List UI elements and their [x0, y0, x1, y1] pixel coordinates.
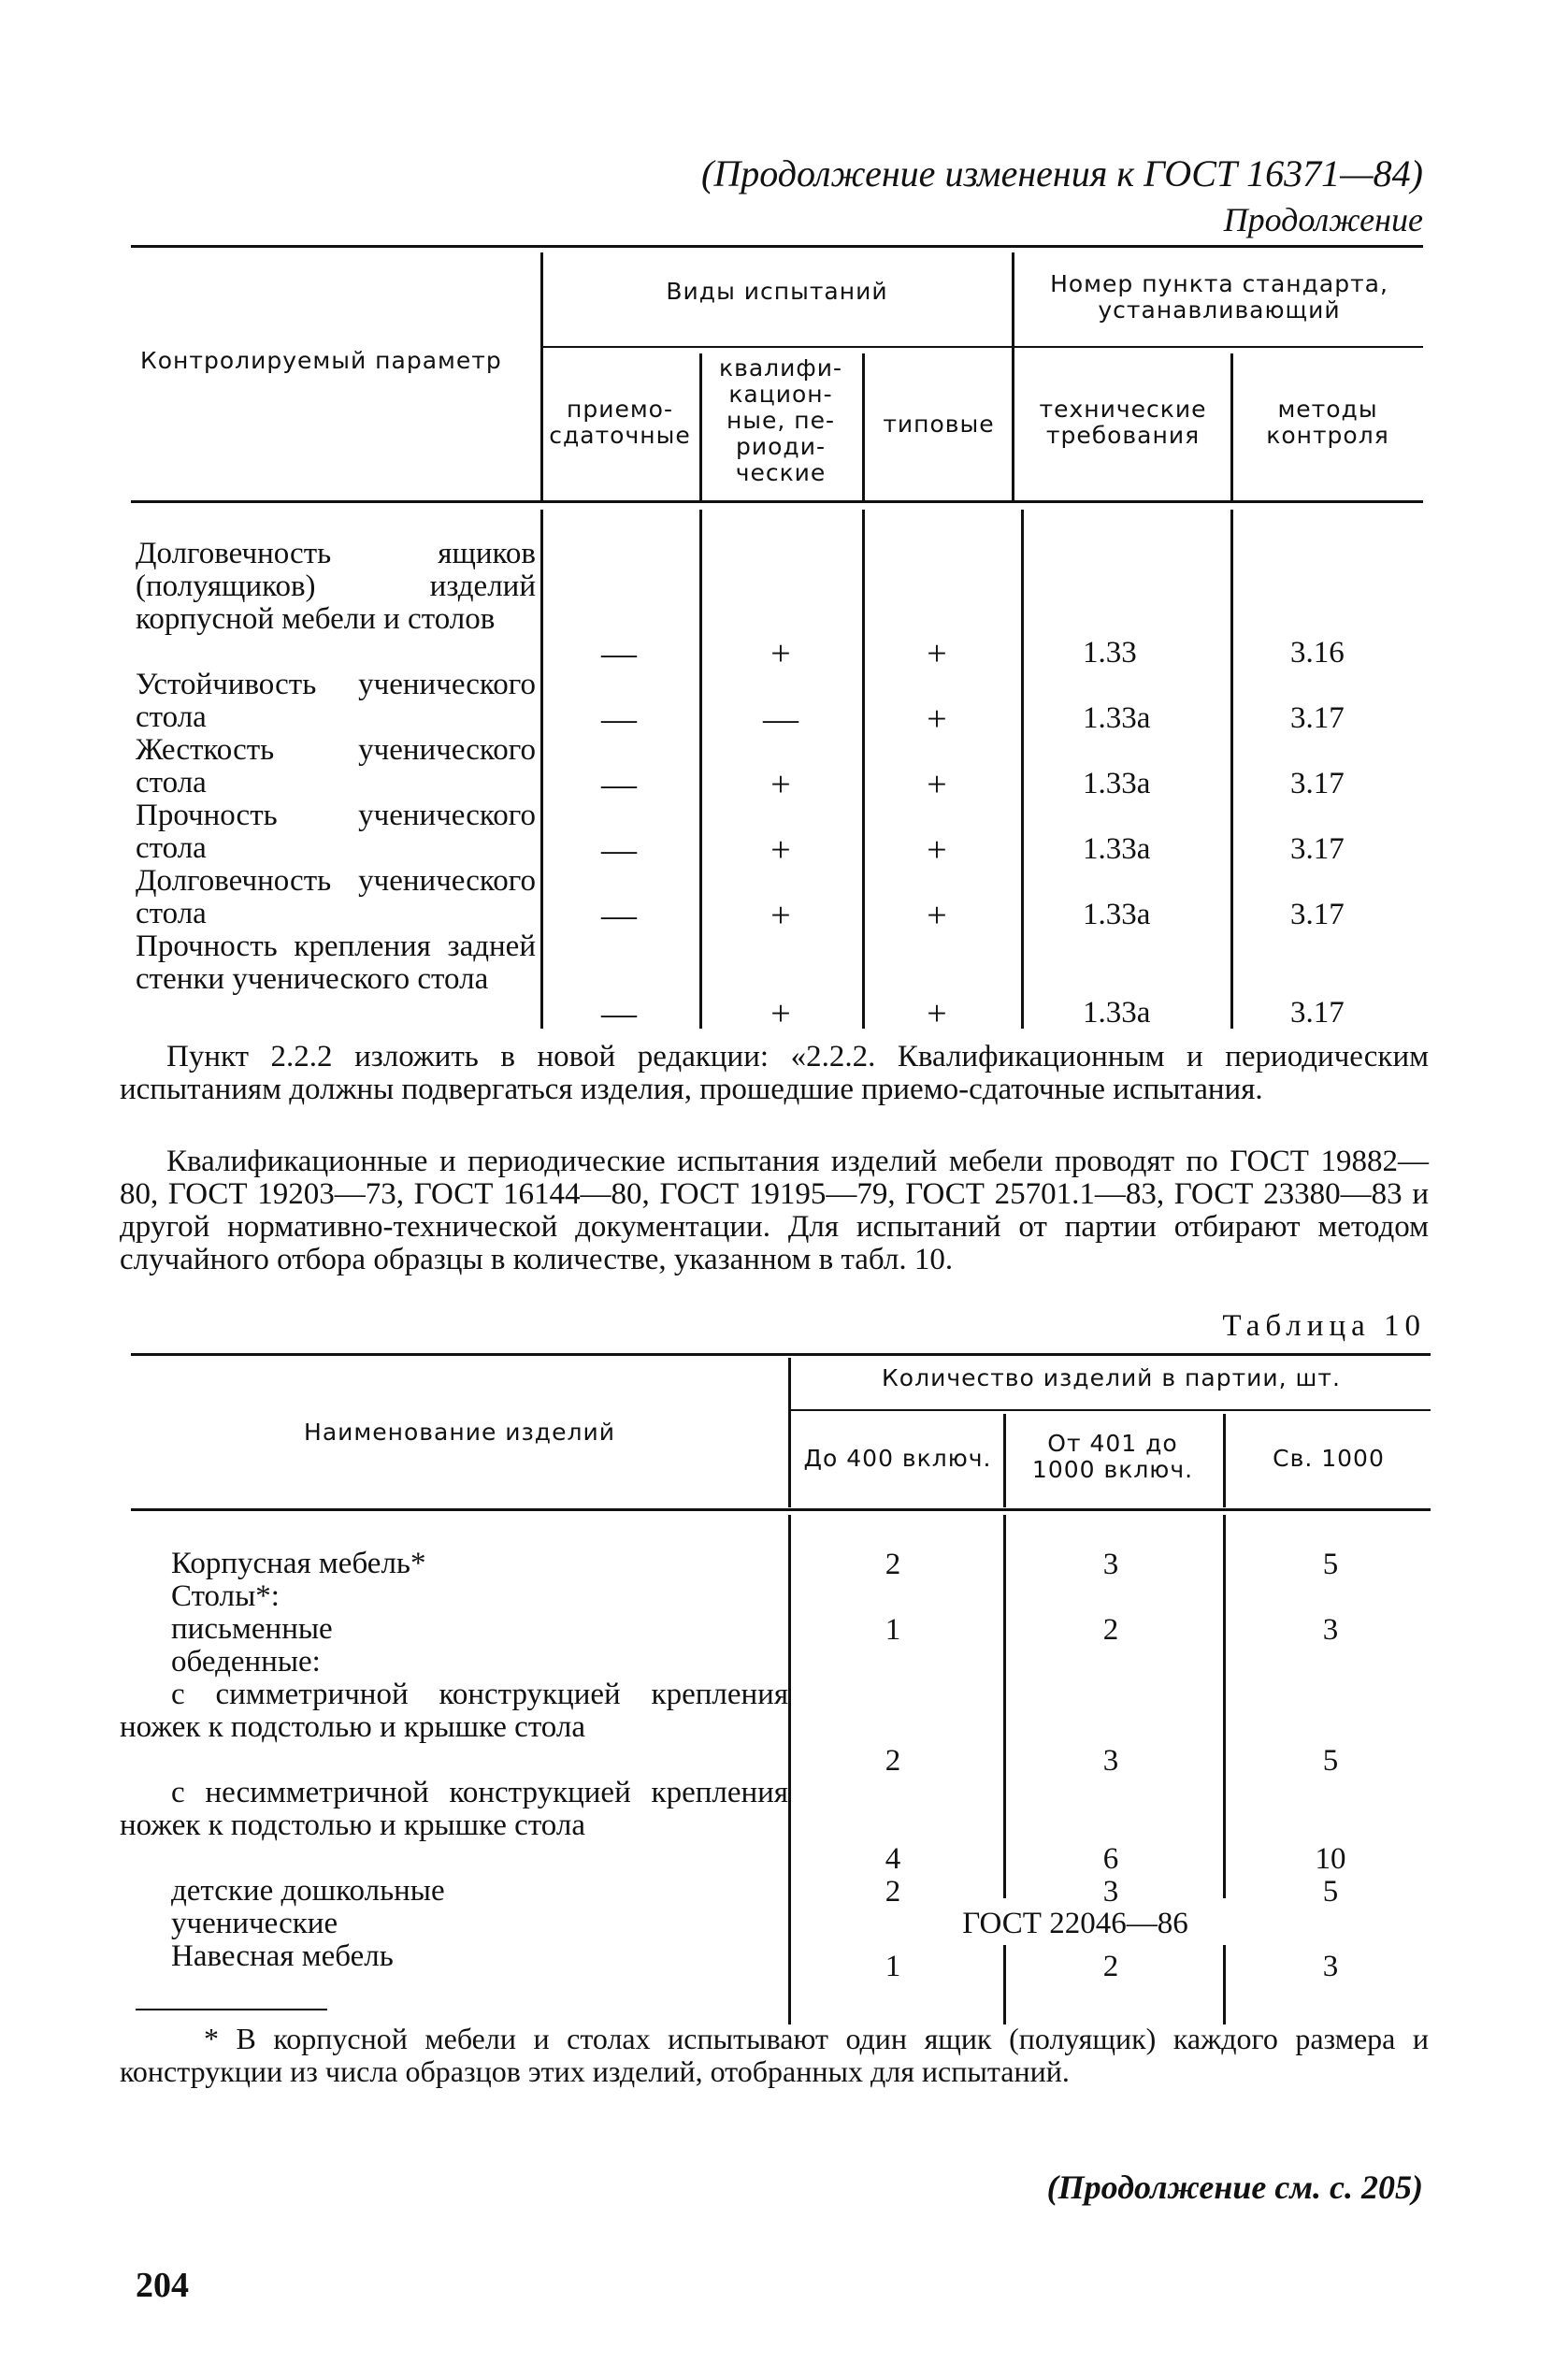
cell-401-1000: 3 — [1102, 1548, 1119, 1581]
table-row-param: Долговечность ящиков (полуящиков) изделий корпусной мебели и столов — [136, 537, 536, 636]
cell-qualification: + — [770, 830, 791, 870]
table-row-name: детские дошкольные — [171, 1874, 445, 1908]
table-header-bottom-rule — [131, 500, 1423, 503]
col-header-over-1000: Св. 1000 — [1273, 1445, 1385, 1472]
cell-acceptance: — — [601, 699, 637, 739]
table-row-name: письменные — [171, 1612, 333, 1646]
continuation-header: (Продолжение изменения к ГОСТ 16371—84) — [701, 152, 1423, 195]
cell-acceptance: — — [601, 994, 637, 1033]
cell-type: + — [927, 634, 947, 673]
table-row-param: Долговечность ученического стола — [136, 864, 536, 930]
cell-up-to-400: 2 — [885, 1744, 901, 1778]
cell-type: + — [927, 765, 947, 804]
cell-401-1000: 6 — [1102, 1842, 1119, 1876]
col-group-clause-number: Номер пункта стандарта, устанавливающий — [1050, 270, 1388, 324]
cell-over-1000: 5 — [1322, 1548, 1339, 1581]
cell-requirements: 1.33а — [1083, 701, 1151, 735]
cell-acceptance: — — [601, 830, 637, 870]
col-header-type: типовые — [883, 411, 995, 438]
table-row-param: Прочность ученического стола — [136, 799, 536, 865]
table-row-name: ученические — [171, 1907, 338, 1940]
cell-requirements: 1.33 — [1083, 636, 1137, 670]
table-10-caption: Таблица 10 — [1222, 1309, 1426, 1343]
cell-up-to-400: 4 — [885, 1842, 901, 1876]
cell-401-1000: 3 — [1102, 1875, 1119, 1909]
cell-acceptance: — — [601, 765, 637, 804]
table-row-name: с несимметричной конструкцией крепления ножек к подстолью и крышке стола — [120, 1776, 788, 1842]
group-header-rule — [542, 346, 1423, 348]
cell-methods: 3.17 — [1290, 767, 1345, 800]
footnote-rule — [136, 2009, 327, 2010]
col-header-qualification: квалифи-кацион-ные, пе-риоди-ческие — [718, 354, 843, 486]
cell-over-1000: 10 — [1315, 1842, 1346, 1876]
cell-requirements: 1.33а — [1083, 996, 1151, 1030]
cell-over-1000: 5 — [1322, 1744, 1339, 1778]
cell-type: + — [927, 994, 947, 1033]
cell-401-1000: 2 — [1102, 1613, 1119, 1647]
cell-up-to-400: 1 — [885, 1613, 901, 1647]
cell-over-1000: 3 — [1322, 1613, 1339, 1647]
cell-up-to-400: 2 — [885, 1875, 901, 1909]
cell-methods: 3.17 — [1290, 898, 1345, 931]
cell-type: + — [927, 896, 947, 935]
cell-401-1000: 3 — [1102, 1744, 1119, 1778]
cell-over-1000: 5 — [1322, 1875, 1339, 1909]
table-row-name: обеденные: — [171, 1645, 321, 1679]
table-row-name: Столы*: — [171, 1579, 280, 1613]
cell-qualification: + — [770, 765, 791, 804]
cell-401-1000: 2 — [1102, 1950, 1119, 1983]
cell-methods: 3.17 — [1290, 996, 1345, 1030]
table-row-name: с симметричной конструкцией крепления ножек к подстолью и крышке стола — [120, 1678, 788, 1744]
col-header-product-name: Наименование изделий — [304, 1419, 615, 1446]
col-header-401-1000: От 401 до 1000 включ. — [1031, 1430, 1194, 1483]
cell-acceptance: — — [601, 634, 637, 673]
cell-up-to-400: 2 — [885, 1548, 901, 1581]
cell-qualification: + — [770, 994, 791, 1033]
cell-methods: 3.17 — [1290, 701, 1345, 735]
continued-note: (Продолжение см. с. 205) — [1046, 2168, 1423, 2206]
cell-over-1000: 3 — [1322, 1950, 1339, 1983]
cell-requirements: 1.33а — [1083, 898, 1151, 931]
col-group-batch-quantity: Количество изделий в партии, шт. — [882, 1364, 1341, 1391]
cell-acceptance: — — [601, 896, 637, 935]
col-header-parameter: Контролируемый параметр — [140, 347, 502, 374]
col-header-acceptance: приемо-сдаточные — [549, 396, 691, 449]
cell-methods: 3.16 — [1290, 636, 1345, 670]
table-row-name: Навесная мебель — [171, 1939, 394, 1973]
table-row-param: Жесткость ученического стола — [136, 733, 536, 800]
cell-type: + — [927, 699, 947, 739]
col-group-test-types: Виды испытаний — [666, 278, 888, 305]
paragraph-testing-standards: Квалификационные и периодические испытания изделий мебели проводят по ГОСТ 19882—80, ГОСТ 19203—73, ГОСТ 16144—80, ГОСТ 19195—79, ГОСТ 25701.1—83, ГОСТ 23380—83 и другой нормативно-технической документации. Для испытаний от партии отбирают методом случайного отбора образцы в количестве, указанном в табл. 10. — [120, 1145, 1429, 1276]
table-row-param: Устойчивость ученического стола — [136, 668, 536, 734]
cell-requirements: 1.33а — [1083, 767, 1151, 800]
paragraph-clause-2-2-2: Пункт 2.2.2 изложить в новой редакции: «2.2.2. Квалификационным и периодическим испытаниям должны подвергаться изделия, прошедшие приемо-сдаточные испытания. — [120, 1040, 1429, 1106]
col-header-methods: методы контроля — [1266, 396, 1389, 449]
footnote: * В корпусной мебели и столах испытывают один ящик (полуящик) каждого размера и конструкции из числа образцов этих изделий, отобранных для испытаний. — [120, 2022, 1429, 2088]
continuation-label: Продолжение — [1223, 201, 1423, 238]
cell-methods: 3.17 — [1290, 832, 1345, 866]
cell-up-to-400: 1 — [885, 1950, 901, 1983]
cell-requirements: 1.33а — [1083, 832, 1151, 866]
cell-type: + — [927, 830, 947, 870]
cell-qualification: + — [770, 634, 791, 673]
page-number: 204 — [136, 2266, 189, 2305]
cell-qualification: — — [763, 699, 798, 739]
col-header-requirements: технические требования — [1039, 396, 1207, 449]
table-row-name: Корпусная мебель* — [171, 1547, 426, 1580]
col-header-up-to-400: До 400 включ. — [803, 1445, 992, 1472]
cell-span-standard: ГОСТ 22046—86 — [962, 1907, 1188, 1940]
table-top-rule — [131, 245, 1423, 248]
table-row-param: Прочность крепления задней стенки ученического стола — [136, 929, 536, 996]
cell-qualification: + — [770, 896, 791, 935]
